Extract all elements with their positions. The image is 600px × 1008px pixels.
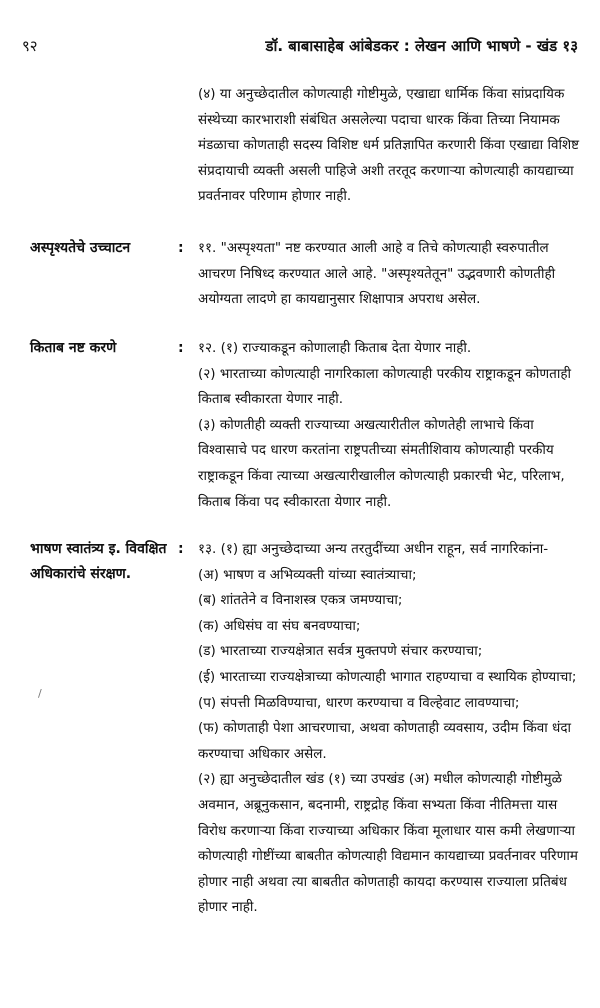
list-item: (फ) कोणताही पेशा आचरणाचा, अथवा कोणताही व्यवसाय, उदीम किंवा धंदा करण्याचा अधिकार असेल. xyxy=(198,720,571,762)
running-header-title: डॉ. बाबासाहेब आंबेडकर : लेखन आणि भाषणे - खंड १३ xyxy=(265,37,578,55)
section-heading-untouchability: अस्पृश्यतेचे उच्चाटन xyxy=(30,240,131,256)
list-item: (ड) भारताच्या राज्यक्षेत्रात सर्वत्र मुक्तपणे संचार करण्याचा; xyxy=(198,643,483,660)
section-paragraph: (३) कोणतीही व्यक्ती राज्याच्या अखत्यारीतील कोणतेही लाभाचे किंवा विश्वासाचे पद धारण करतांना राष्ट्रपतीच्या संमतीशिवाय कोणत्याही परकीय राष्ट्राकडून किंवा त्याच्या अखत्यारीखालील कोणत्याही प्रकारची भेट, परिलाभ, किताब किंवा पद स्वीकारता येणार नाही. xyxy=(198,416,565,510)
list-item: (अ) भाषण व अभिव्यक्ती यांच्या स्वातंत्र्याचा; xyxy=(198,566,417,583)
list-item: (ब) शांततेने व विनाशस्त्र एकत्र जमण्याचा; xyxy=(198,592,403,609)
list-item: (ई) भारताच्या राज्यक्षेत्राच्या कोणत्याही भागात राहण्याचा व स्थायिक होण्याचा; xyxy=(198,668,577,685)
section-body-titles xyxy=(198,336,583,515)
section-paragraph: (२) ह्या अनुच्छेदातील खंड (१) च्या उपखंड (अ) मधील कोणत्याही गोष्टीमुळे अवमान, अब्रूनुकसान, बदनामी, राष्ट्रद्रोह किंवा सभ्यता किंवा नीतिमत्ता यास विरोध करणाऱ्या किंवा राज्याच्या अधिकार किंवा मूलाधार यास कमी लेखणाऱ्या कोणत्याही गोष्टींच्या बाबतीत कोणत्याही विद्यमान कायद्याच्या प्रवर्तनावर परिणाम होणार नाही अथवा त्या बाबतीत कोणताही कायदा करण्यास राज्याला प्रतिबंध होणार नाही. xyxy=(198,771,578,916)
intro-paragraph-text: (४) या अनुच्छेदातील कोणत्याही गोष्टीमुळे, एखाद्या धार्मिक किंवा सांप्रदायिक संस्थेच्या कारभाराशी संबंधित असलेल्या पदाचा धारक किंवा तिच्या नियामक मंडळाचा कोणताही सदस्य विशिष्ट धर्म प्रतिज्ञापित करणारी किंवा एखाद्या विशिष्ट संप्रदायाची व्यक्ती असली पाहिजे अशी तरतूद करणाऱ्या कोणत्याही कायद्याच्या प्रवर्तनावर परिणाम होणार नाही. xyxy=(198,86,580,205)
section-body-untouchability xyxy=(198,236,583,313)
section-paragraph: ११. "अस्पृश्यता" नष्ट करण्यात आली आहे व तिचे कोणत्याही स्वरुपातील आचरण निषिध्द करण्यात आले आहे. "अस्पृश्यतेतून" उद्भवणारी कोणतीही अयोग्यता लादणे हा कायद्यानुसार शिक्षापात्र अपराध असेल. xyxy=(198,240,556,308)
section-colon: : xyxy=(178,240,184,256)
intro-paragraph xyxy=(198,82,583,210)
section-paragraph: १२. (१) राज्याकडून कोणालाही किताब देता येणार नाही. xyxy=(198,340,472,356)
stray-mark: / xyxy=(38,687,42,700)
section-colon: : xyxy=(178,340,184,356)
section-paragraph: (२) भारताच्या कोणत्याही नागरिकाला कोणत्याही परकीय राष्ट्राकडून कोणताही किताब स्वीकारता येणार नाही. xyxy=(198,365,571,408)
section-colon: : xyxy=(178,541,184,557)
list-item: (प) संपत्ती मिळविण्याचा, धारण करण्याचा व विल्हेवाट लावण्याचा; xyxy=(198,694,520,711)
section-heading-titles: किताब नष्ट करणे xyxy=(30,340,117,356)
list-item: (क) अधिसंघ वा संघ बनवण्याचा; xyxy=(198,617,361,634)
section-paragraph: १३. (१) ह्या अनुच्छेदाच्या अन्य तरतुदींच्या अधीन राहून, सर्व नागरिकांना- xyxy=(198,541,549,557)
page-number: ९२ xyxy=(22,37,38,55)
section-body-freedom-of-speech xyxy=(198,537,583,921)
section-heading-freedom-of-speech: भाषण स्वातंत्र्य इ. विवक्षित अधिकारांचे संरक्षण. xyxy=(30,541,167,582)
